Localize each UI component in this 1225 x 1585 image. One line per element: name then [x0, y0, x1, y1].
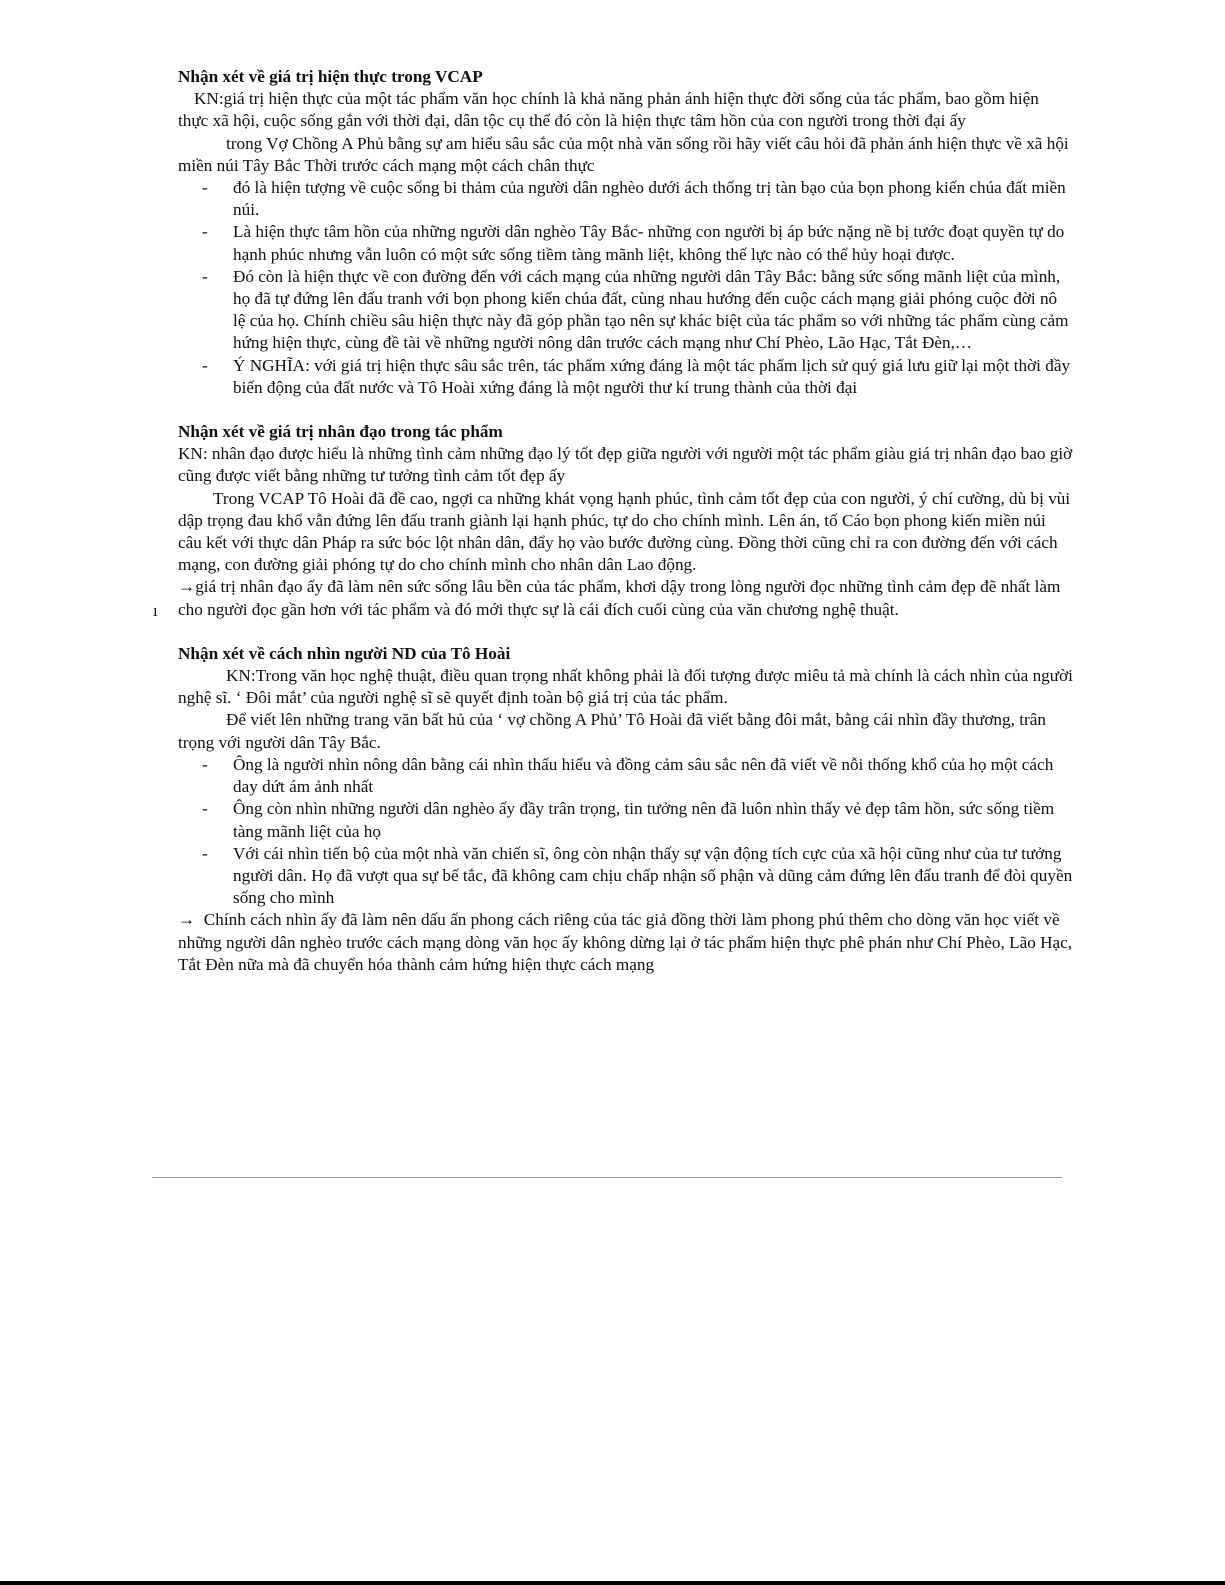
list-item	[202, 177, 1073, 221]
bullet-mark: -	[202, 222, 208, 242]
bullet-mark: -	[202, 799, 208, 819]
stray-mark: ı	[153, 601, 158, 620]
conclusion-paragraph	[178, 576, 1073, 620]
list-item-text: Ông còn nhìn những người dân nghèo ấy đầy trân trọng, tin tưởng nên đã luôn nhìn thấy vẻ đẹp tâm hồn, sức sống tiềm tàng mãnh liệt của họ	[233, 799, 1055, 841]
definition-paragraph: KN:giá trị hiện thực của một tác phẩm văn học chính là khả năng phản ánh hiện thực đời sống của tác phẩm, bao gồm hiện thực xã hội, cuộc sống gắn với thời đại, dân tộc cụ thể đó còn là hiện thực tâm hồn của con người trong thời đại ấy	[178, 89, 1039, 131]
list-item	[202, 355, 1073, 399]
conclusion-text: giá trị nhân đạo ấy đã làm nên sức sống lâu bền của tác phẩm, khơi dậy trong lòng người đọc những tình cảm đẹp đẽ nhất làm cho người đọc gần hơn với tác phẩm và đó mới thực sự là cái đích cuối cùng của văn chương nghệ thuật.	[178, 577, 1061, 619]
list-item-text: Với cái nhìn tiến bộ của một nhà văn chiến sĩ, ông còn nhận thấy sự vận động tích cực của xã hội cũng như của tư tưởng người dân. Họ đã vượt qua sự bế tắc, đã không cam chịu chấp nhận số phận và dũng cảm đứng lên đấu tranh để đòi quyền sống cho mình	[233, 843, 1073, 908]
conclusion-paragraph	[178, 909, 1073, 976]
list-item	[202, 221, 1073, 265]
lead-paragraph: Để viết lên những trang văn bất hủ của ‘ vợ chồng A Phủ’ Tô Hoài đã viết bằng đôi mắt, bằng cái nhìn đầy thương, trân trọng với người dân Tây Bắc.	[178, 710, 1046, 752]
bullet-mark: -	[202, 355, 208, 375]
section-heading: Nhận xét về giá trị nhân đạo trong tác phẩm	[178, 422, 503, 442]
list-item-text: Ý NGHĨA: với giá trị hiện thực sâu sắc trên, tác phẩm xứng đáng là một tác phẩm lịch sử quý giá lưu giữ lại một thời đầy biến động của đất nước và Tô Hoài xứng đáng là một người thư kí trung thành của thời đại	[233, 355, 1071, 397]
definition-paragraph: KN: nhân đạo được hiểu là những tình cảm những đạo lý tốt đẹp giữa người với người một tác phẩm giàu giá trị nhân đạo bao giờ cũng được viết bằng những tư tưởng tình cảm tốt đẹp ấy	[178, 444, 1073, 486]
list-item-text: Là hiện thực tâm hồn của những người dân nghèo Tây Bắc- những con người bị áp bức nặng nề bị tước đoạt quyền tự do hạnh phúc nhưng vẫn luôn có một sức sống tiềm tàng mãnh liệt, không thế lực nào có thể hủy hoại được.	[233, 222, 1065, 264]
bullet-list	[178, 177, 1073, 399]
bullet-list	[178, 754, 1073, 909]
list-item-text: đó là hiện tượng về cuộc sống bi thảm của người dân nghèo dưới ách thống trị tàn bạo của bọn phong kiến chúa đất miền núi.	[233, 178, 1066, 220]
list-item	[202, 798, 1073, 842]
lead-paragraph: Trong VCAP Tô Hoài đã đề cao, ngợi ca những khát vọng hạnh phúc, tình cảm tốt đẹp của con người, ý chí cường, dù bị vùi dập trọng đau khổ vẫn đứng lên đấu tranh giành lại hạnh phúc, tự do cho chính mình. Lên án, tố Cáo bọn phong kiến miền núi câu kết với thực dân Pháp ra sức bóc lột nhân dân, đẩy họ vào bước đường cùng. Đồng thời cũng chỉ ra con đường đến với cách mạng, con đường giải phóng tự do cho chính mình cho nhân dân Lao động.	[178, 488, 1071, 575]
document-body	[178, 66, 1073, 976]
page-divider	[152, 1177, 1062, 1178]
list-item	[202, 266, 1073, 355]
list-item	[202, 754, 1073, 798]
definition-paragraph: KN:Trong văn học nghệ thuật, điều quan trọng nhất không phải là đối tượng được miêu tả mà chính là cách nhìn của người nghệ sĩ. ‘ Đôi mắt’ của người nghệ sĩ sẽ quyết định toàn bộ giá trị của tác phẩm.	[178, 666, 1073, 708]
section-spacer	[178, 621, 1073, 643]
section-cach-nhin	[178, 643, 1073, 976]
lead-paragraph: trong Vợ Chồng A Phủ bằng sự am hiểu sâu sắc của một nhà văn sống rồi hãy viết câu hỏi đã phản ánh hiện thực về xã hội miền núi Tây Bắc Thời trước cách mạng một cách chân thực	[178, 133, 1069, 175]
bullet-mark: -	[202, 266, 208, 286]
section-heading: Nhận xét về cách nhìn người ND của Tô Hoài	[178, 643, 511, 663]
section-heading: Nhận xét về giá trị hiện thực trong VCAP	[178, 67, 483, 86]
section-hien-thuc	[178, 66, 1073, 399]
section-spacer	[178, 399, 1073, 421]
conclusion-text: Chính cách nhìn ấy đã làm nên dấu ấn phong cách riêng của tác giả đồng thời làm phong phú thêm cho dòng văn học viết về những người dân nghèo trước cách mạng dòng văn học ấy không dừng lại ở tác phẩm hiện thực phê phán như Chí Phèo, Lão Hạc, Tắt Đèn nữa mà đã chuyển hóa thành cảm hứng hiện thực cách mạng	[178, 910, 1073, 974]
bullet-mark: -	[202, 754, 208, 774]
list-item	[202, 843, 1073, 910]
bullet-mark: -	[202, 178, 208, 198]
arrow-icon: →	[178, 577, 196, 597]
section-nhan-dao	[178, 421, 1073, 621]
arrow-icon: →	[178, 910, 196, 930]
list-item-text: Đó còn là hiện thực về con đường đến với cách mạng của những người dân Tây Bắc: bằng sức sống mãnh liệt của mình, họ đã tự đứng lên đấu tranh với bọn phong kiến chúa đất, cùng nhau hướng đến cuộc cách mạng giải phóng cuộc đời nô lệ của họ. Chính chiều sâu hiện thực này đã góp phần tạo nên sự khác biệt của tác phẩm so với những tác phẩm cùng cảm hứng hiện thực, cùng đề tài về những người nông dân trước cách mạng như Chí Phèo, Lão Hạc, Tắt Đèn,…	[233, 266, 1069, 353]
list-item-text: Ông là người nhìn nông dân bằng cái nhìn thấu hiểu và đồng cảm sâu sắc nên đã viết về nỗi thống khổ của họ một cách day dứt ám ảnh nhất	[233, 754, 1054, 797]
bottom-edge-bar	[0, 1581, 1225, 1585]
bullet-mark: -	[202, 843, 208, 863]
